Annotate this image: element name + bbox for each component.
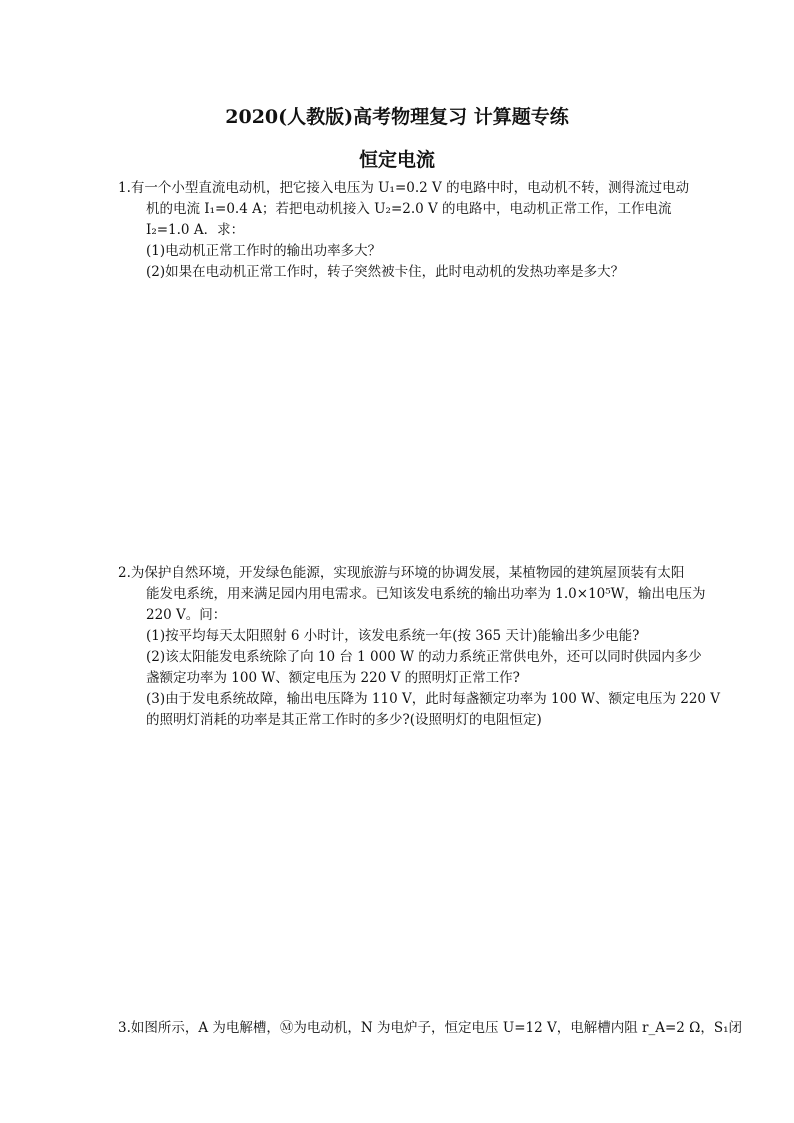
question-2 (118, 563, 721, 731)
question-2-part-3-cont: 的照明灯消耗的功率是其正常工作时的多少?(设照明灯的电阻恒定) (146, 712, 542, 728)
question-2-part-2: (2)该太阳能发电系统除了向 10 台 1 000 W 的动力系统正常供电外，还可以同时供园内多少 (146, 649, 702, 665)
question-2-line-1: 2.为保护自然环境，开发绿色能源，实现旅游与环境的协调发展，某植物园的建筑屋顶装有太阳 (118, 565, 685, 581)
question-1-line-2: 机的电流 I₁=0.4 A；若把电动机接入 U₂=2.0 V 的电路中，电动机正常工作，工作电流 (146, 201, 672, 217)
question-3-line-1: 3.如图所示，A 为电解槽，Ⓜ为电动机，N 为电炉子，恒定电压 U=12 V，电解槽内阻 r_A=2 Ω，S₁闭 (118, 1020, 743, 1036)
question-2-part-2-cont: 盏额定功率为 100 W、额定电压为 220 V 的照明灯正常工作? (146, 670, 520, 686)
question-1-part-2: (2)如果在电动机正常工作时，转子突然被卡住，此时电动机的发热功率是多大？ (146, 264, 625, 280)
question-1-line-3: I₂=1.0 A．求： (146, 222, 245, 238)
question-2-line-2: 能发电系统，用来满足园内用电需求。已知该发电系统的输出功率为 1.0×10⁵W，输出电压为 (146, 586, 706, 602)
question-3 (118, 1018, 743, 1039)
question-2-part-1: (1)按平均每天太阳照射 6 小时计，该发电系统一年(按 365 天计)能输出多少电能? (146, 628, 640, 644)
question-2-line-3: 220 V。问： (146, 607, 227, 623)
question-1 (118, 178, 703, 283)
page-subtitle: 恒定电流 (358, 149, 435, 171)
question-1-line-1: 1.有一个小型直流电动机，把它接入电压为 U₁=0.2 V 的电路中时，电动机不转，测得流过电动 (118, 180, 690, 196)
question-2-part-3: (3)由于发电系统故障，输出电压降为 110 V，此时每盏额定功率为 100 W、额定电压为 220 V (146, 691, 721, 707)
page-title: 2020(人教版)高考物理复习 计算题专练 (225, 106, 569, 128)
question-1-part-1: (1)电动机正常工作时的输出功率多大？ (146, 243, 382, 259)
